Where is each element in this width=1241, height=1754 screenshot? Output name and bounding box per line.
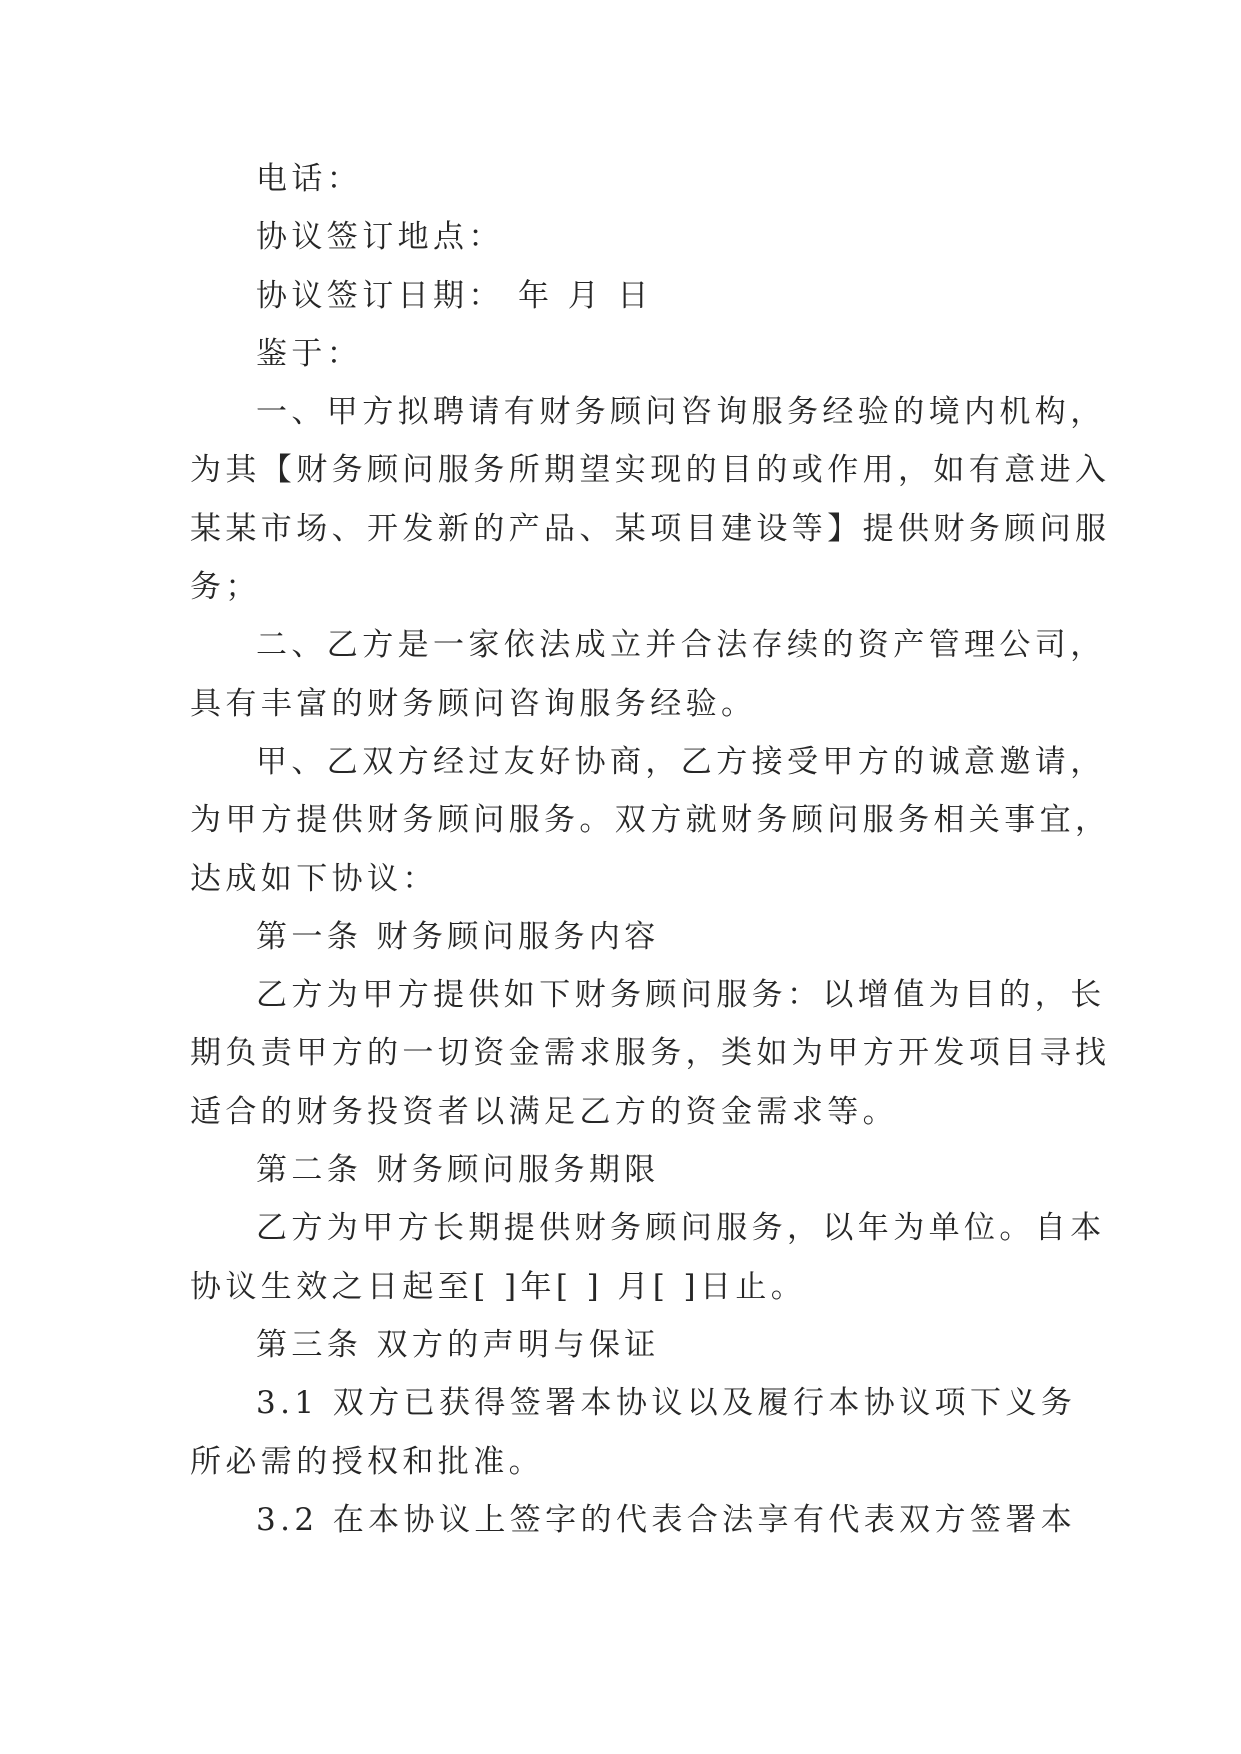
document-line: 适合的财务投资者以满足乙方的资金需求等。 [190, 1093, 898, 1130]
document-line: 第一条 财务顾问服务内容 [256, 918, 660, 955]
document-line: 协议签订日期： 年 月 日 [256, 277, 653, 314]
document-line: 达成如下协议： [190, 860, 438, 897]
document-line: 第三条 双方的声明与保证 [256, 1326, 660, 1363]
document-line: 3.1 双方已获得签署本协议以及履行本协议项下义务 [256, 1385, 1077, 1422]
document-line: 协议生效之日起至[ ]年[ ] 月[ ]日止。 [190, 1268, 807, 1305]
document-line: 鉴于： [256, 335, 363, 372]
document-line: 乙方为甲方长期提供财务顾问服务，以年为单位。自本 [256, 1210, 1106, 1247]
document-line: 某某市场、开发新的产品、某项目建设等】提供财务顾问服 [190, 510, 1111, 547]
document-line: 为其【财务顾问服务所期望实现的目的或作用，如有意进入 [190, 452, 1111, 489]
document-body [190, 150, 1111, 1549]
document-line: 电话： [256, 161, 363, 197]
document-line: 乙方为甲方提供如下财务顾问服务：以增值为目的，长 [256, 977, 1106, 1014]
document-line: 一、甲方拟聘请有财务顾问咨询服务经验的境内机构， [256, 394, 1106, 431]
document-line: 二、乙方是一家依法成立并合法存续的资产管理公司， [256, 627, 1106, 664]
document-line: 具有丰富的财务顾问咨询服务经验。 [190, 685, 757, 722]
document-line: 为甲方提供财务顾问服务。双方就财务顾问服务相关事宜， [190, 802, 1111, 839]
document-line: 期负责甲方的一切资金需求服务，类如为甲方开发项目寻找 [190, 1035, 1111, 1072]
document-line: 务； [190, 569, 261, 606]
document-line: 所必需的授权和批准。 [190, 1443, 544, 1480]
document-line: 第二条 财务顾问服务期限 [256, 1152, 660, 1189]
document-line: 甲、乙双方经过友好协商，乙方接受甲方的诚意邀请， [256, 743, 1106, 780]
document-line: 协议签订地点： [256, 219, 504, 256]
document-line: 3.2 在本协议上签字的代表合法享有代表双方签署本 [256, 1501, 1077, 1538]
